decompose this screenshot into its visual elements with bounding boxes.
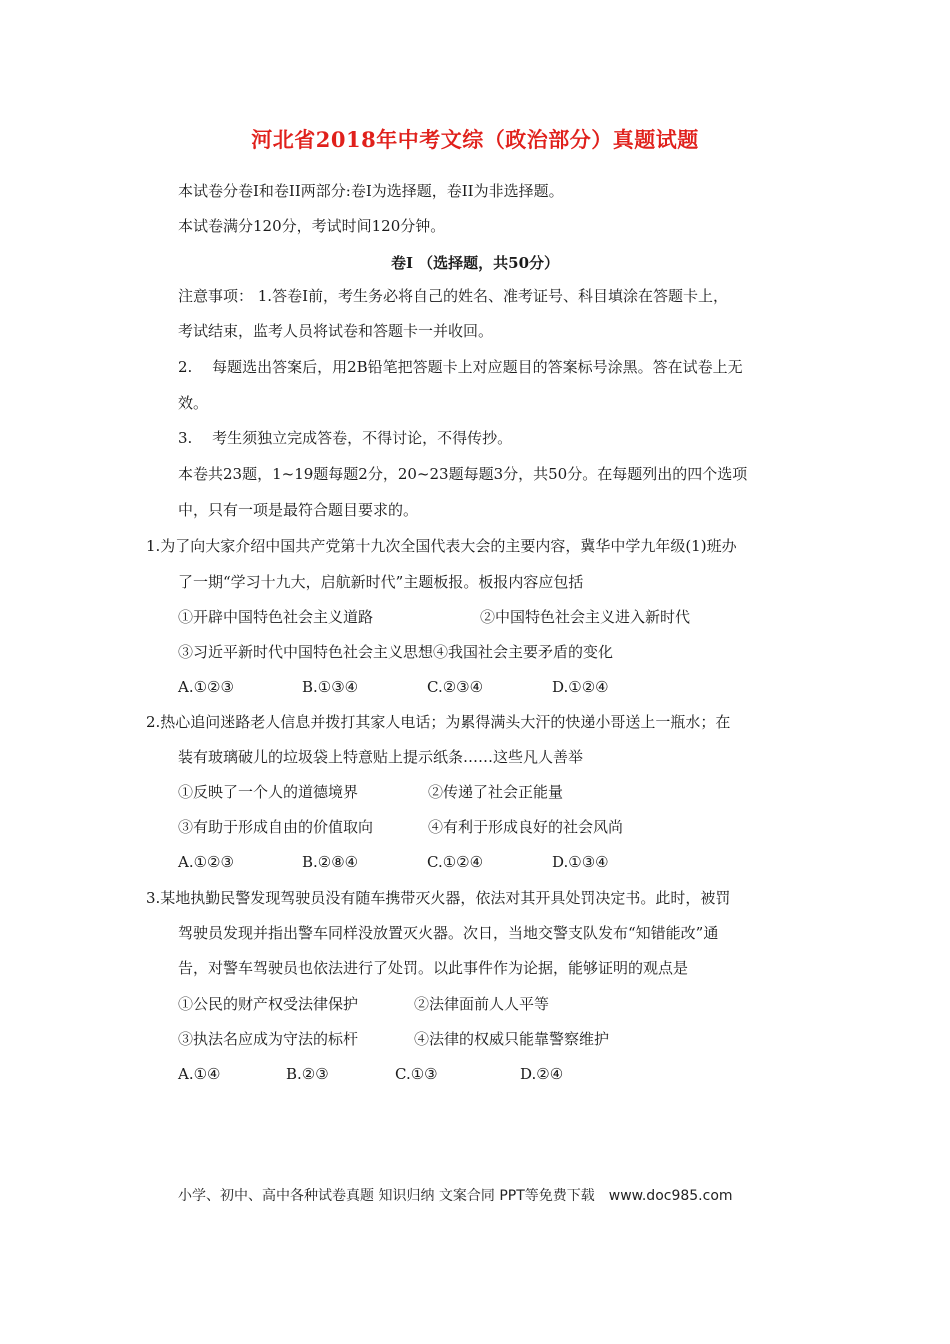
intro-line: 本试卷满分120分，考试时间120分钟。 <box>178 217 446 235</box>
question-3-stem: 驾驶员发现并指出警车同样没放置灭火器。次日，当地交警支队发布“知错能改”通 <box>178 924 719 942</box>
question-3-statement: ①公民的财产权受法律保护 <box>178 995 359 1013</box>
question-2-option-a: A.①②③ <box>178 853 234 871</box>
question-1-stem: 了一期“学习十九大，启航新时代”主题板报。板报内容应包括 <box>178 573 584 591</box>
question-1-option-a: A.①②③ <box>178 678 234 696</box>
notes-line: 2. 每题选出答案后，用2B铅笔把答题卡上对应题目的答案标号涂黑。答在试卷上无 <box>178 358 743 376</box>
question-1-statement: ①开辟中国特色社会主义道路 <box>178 608 374 626</box>
question-3-stem: 3.某地执勤民警发现驾驶员没有随车携带灭火器，依法对其开具处罚决定书。此时，被罚 <box>146 889 731 907</box>
question-3-statement: ②法律面前人人平等 <box>414 995 550 1013</box>
question-1-option-d: D.①②④ <box>552 678 609 696</box>
question-1-option-c: C.②③④ <box>427 678 484 696</box>
section-heading: 卷I （选择题，共50分） <box>390 254 560 272</box>
question-2-statement: ①反映了一个人的道德境界 <box>178 783 359 801</box>
notes-line: 本卷共23题，1~19题每题2分，20~23题每题3分，共50分。在每题列出的四个选项 <box>178 465 748 483</box>
question-1-stem: 1.为了向大家介绍中国共产党第十九次全国代表大会的主要内容，冀华中学九年级(1)班办 <box>146 537 737 555</box>
question-2-option-b: B.②⑧④ <box>302 853 359 871</box>
question-2-statement: ②传递了社会正能量 <box>428 783 564 801</box>
notes-line: 效。 <box>178 394 209 412</box>
question-3-statement: ④法律的权威只能靠警察维护 <box>414 1030 610 1048</box>
question-3-option-b: B.②③ <box>286 1065 329 1083</box>
intro-line: 本试卷分卷I和卷II两部分:卷I为选择题，卷II为非选择题。 <box>178 182 564 200</box>
page-footer: 小学、初中、高中各种试卷真题 知识归纳 文案合同 PPT等免费下载 www.doc985.com <box>178 1188 733 1204</box>
question-3-stem: 告，对警车驾驶员也依法进行了处罚。以此事件作为论据，能够证明的观点是 <box>178 959 689 977</box>
question-1-option-b: B.①③④ <box>302 678 359 696</box>
question-3-statement: ③执法名应成为守法的标杆 <box>178 1030 359 1048</box>
notes-line: 考试结束，监考人员将试卷和答题卡一并收回。 <box>178 322 494 340</box>
notes-line: 注意事项： 1.答卷I前，考生务必将自己的姓名、准考证号、科目填涂在答题卡上， <box>178 287 729 305</box>
question-1-statement: ③习近平新时代中国特色社会主义思想④我国社会主要矛盾的变化 <box>178 643 614 661</box>
notes-line: 中，只有一项是最符合题目要求的。 <box>178 501 419 519</box>
question-3-option-d: D.②④ <box>520 1065 564 1083</box>
question-3-option-c: C.①③ <box>395 1065 438 1083</box>
notes-line: 3. 考生须独立完成答卷，不得讨论，不得传抄。 <box>178 429 513 447</box>
question-2-option-d: D.①③④ <box>552 853 609 871</box>
question-2-option-c: C.①②④ <box>427 853 484 871</box>
question-3-option-a: A.①④ <box>178 1065 221 1083</box>
question-2-statement: ③有助于形成自由的价值取向 <box>178 818 374 836</box>
question-2-statement: ④有利于形成良好的社会风尚 <box>428 818 624 836</box>
question-1-statement: ②中国特色社会主义进入新时代 <box>480 608 691 626</box>
question-2-stem: 装有玻璃破儿的垃圾袋上特意贴上提示纸条……这些凡人善举 <box>178 748 584 766</box>
document-title: 河北省2018年中考文综（政治部分）真题试题 <box>251 127 699 152</box>
question-2-stem: 2.热心追问迷路老人信息并拨打其家人电话；为累得满头大汗的快递小哥送上一瓶水；在 <box>146 713 731 731</box>
